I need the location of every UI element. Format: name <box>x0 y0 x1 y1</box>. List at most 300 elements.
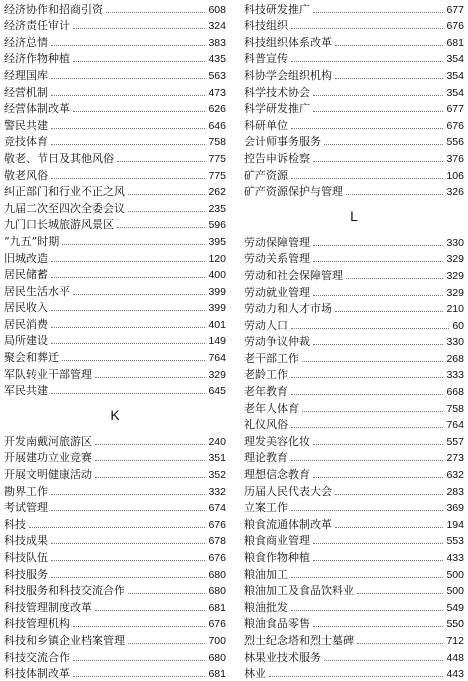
index-entry <box>244 250 464 267</box>
index-term: 经济作物种植 <box>4 52 70 66</box>
index-entry <box>4 199 226 216</box>
index-term: 科技服务和科技交流合作 <box>4 584 125 598</box>
index-entry <box>4 33 226 50</box>
page-number: 608 <box>208 3 226 16</box>
dot-leader <box>117 226 205 228</box>
dot-leader <box>357 592 443 594</box>
index-entry <box>244 300 464 317</box>
letter-heading-k: K <box>110 407 120 424</box>
index-term: 烈士纪念塔和烈士墓碑 <box>244 633 354 647</box>
page-number: 473 <box>208 86 226 99</box>
page-number: 354 <box>446 69 464 82</box>
dot-leader <box>291 393 443 395</box>
index-entry <box>244 333 464 350</box>
page-number: 677 <box>446 3 464 16</box>
dot-leader <box>128 210 205 212</box>
index-term: 经营机制 <box>4 85 48 99</box>
index-term: 居民储蓄 <box>4 268 48 282</box>
letter-heading-l: L <box>350 208 358 225</box>
index-term: 老年教育 <box>244 385 288 399</box>
dot-leader <box>291 177 443 179</box>
page-number: 268 <box>446 352 464 365</box>
dot-leader <box>335 44 443 46</box>
dot-leader <box>128 193 205 195</box>
index-term: 科研单位 <box>244 118 288 132</box>
index-entry <box>244 266 464 283</box>
index-entry <box>4 449 226 466</box>
index-term: 经济总情 <box>4 35 48 49</box>
index-term: 科学研发推广 <box>244 102 310 116</box>
index-term: 局所建设 <box>4 334 48 348</box>
index-term: 居民消费 <box>4 317 48 331</box>
page-number: 329 <box>208 368 226 381</box>
dot-leader <box>313 244 443 246</box>
page-number: 330 <box>446 236 464 249</box>
dot-leader <box>51 260 205 262</box>
index-term: 军队转业干部管理 <box>4 367 92 381</box>
index-term: 经营体制改革 <box>4 102 70 116</box>
page-number: 680 <box>208 585 226 598</box>
dot-leader <box>117 160 205 162</box>
index-term: 粮食流通体制改革 <box>244 517 332 531</box>
index-group-l <box>244 233 464 681</box>
index-entry <box>4 548 226 565</box>
index-term: 劳动人口 <box>244 318 288 332</box>
page-number: 680 <box>208 568 226 581</box>
index-term: 科技交流合作 <box>4 650 70 664</box>
dot-leader <box>313 160 443 162</box>
index-entry <box>4 83 226 100</box>
index-term: 理发美容化妆 <box>244 434 310 448</box>
index-term: 科协学会组织机构 <box>244 68 332 82</box>
dot-leader <box>51 559 205 561</box>
index-entry <box>244 233 464 250</box>
index-entry <box>4 249 226 266</box>
page-number: 330 <box>446 336 464 349</box>
index-entry <box>4 499 226 516</box>
page-number: 399 <box>208 302 226 315</box>
index-term: 科技 <box>4 517 26 531</box>
index-term: 科技体制改革 <box>4 667 70 681</box>
index-entry <box>244 83 464 100</box>
page-number: 712 <box>446 634 464 647</box>
dot-leader <box>291 576 443 578</box>
page-number: 500 <box>446 568 464 581</box>
index-entry <box>4 565 226 582</box>
dot-leader <box>291 60 443 62</box>
index-term: 劳动争议仲裁 <box>244 335 310 349</box>
index-term: 经理国库 <box>4 68 48 82</box>
dot-leader <box>51 509 205 511</box>
dot-leader <box>128 592 205 594</box>
dot-leader <box>302 410 443 412</box>
page-number: 626 <box>208 103 226 116</box>
index-entry <box>244 582 464 599</box>
dot-leader <box>106 11 205 13</box>
index-entry <box>244 50 464 67</box>
dot-leader <box>51 326 205 328</box>
page-number: 149 <box>208 335 226 348</box>
index-entry <box>244 349 464 366</box>
dot-leader <box>313 110 443 112</box>
index-term: 粮油食品零售 <box>244 617 310 631</box>
dot-leader <box>313 260 443 262</box>
page-number: 194 <box>446 518 464 531</box>
page-number: 677 <box>446 103 464 116</box>
index-entry <box>4 66 226 83</box>
index-term: 九门口长城旅游风景区 <box>4 218 114 232</box>
index-entry <box>244 499 464 516</box>
index-entry <box>244 183 464 200</box>
dot-leader <box>335 310 443 312</box>
page-number: 700 <box>208 634 226 647</box>
index-entry <box>4 315 226 332</box>
dot-leader <box>51 94 205 96</box>
index-entry <box>4 133 226 150</box>
index-entry <box>244 565 464 582</box>
page-number: 376 <box>446 152 464 165</box>
dot-leader <box>51 342 205 344</box>
index-term: 九届二次至四次全委会议 <box>4 201 125 215</box>
dot-leader <box>313 343 443 345</box>
index-term: 科技组织体系改革 <box>244 35 332 49</box>
index-term: 勘界工作 <box>4 484 48 498</box>
dot-leader <box>51 493 205 495</box>
page-number: 235 <box>208 202 226 215</box>
index-group-k <box>4 432 226 681</box>
index-term: 劳动就业管理 <box>244 285 310 299</box>
page-number: 326 <box>446 186 464 199</box>
page-number: 329 <box>446 269 464 282</box>
index-entry <box>244 66 464 83</box>
page-number: 553 <box>446 535 464 548</box>
index-term: 立案工作 <box>244 501 288 515</box>
index-entry <box>244 465 464 482</box>
dot-leader <box>324 659 443 661</box>
dot-leader <box>95 609 205 611</box>
dot-leader <box>335 77 443 79</box>
index-term: 老龄工作 <box>244 368 288 382</box>
page-number: 120 <box>208 252 226 265</box>
page-number: 632 <box>446 469 464 482</box>
dot-leader <box>29 526 205 528</box>
index-term: 会计师事务服务 <box>244 135 321 149</box>
index-term: 科技管理机构 <box>4 617 70 631</box>
page-number: 549 <box>446 601 464 614</box>
dot-leader <box>346 193 443 195</box>
index-entry <box>244 449 464 466</box>
page-number: 556 <box>446 136 464 149</box>
dot-leader <box>291 127 443 129</box>
index-entry <box>4 648 226 665</box>
index-term: 粮食商业管理 <box>244 534 310 548</box>
page-number: 681 <box>208 601 226 614</box>
index-term: 林业 <box>244 667 266 681</box>
index-term: 礼仪风俗 <box>244 418 288 432</box>
page-number: 668 <box>446 386 464 399</box>
index-term: 控告申诉检察 <box>244 151 310 165</box>
dot-leader <box>291 426 443 428</box>
page-number: 557 <box>446 435 464 448</box>
index-entry <box>4 432 226 449</box>
page-number: 273 <box>446 452 464 465</box>
dot-leader <box>346 277 443 279</box>
dot-leader <box>291 327 449 329</box>
index-entry <box>4 183 226 200</box>
index-term: 劳动力和人才市场 <box>244 302 332 316</box>
page-number: 550 <box>446 618 464 631</box>
index-entry <box>244 149 464 166</box>
index-entry <box>4 166 226 183</box>
page-number: 283 <box>446 485 464 498</box>
dot-leader <box>269 675 443 677</box>
index-term: 粮油批发 <box>244 600 288 614</box>
page-number: 395 <box>208 235 226 248</box>
dot-leader <box>291 27 443 29</box>
page-number: 443 <box>446 668 464 681</box>
index-term: 考试管理 <box>4 501 48 515</box>
dot-leader <box>73 625 205 627</box>
page-number: 332 <box>208 485 226 498</box>
dot-leader <box>73 659 205 661</box>
page-number: 775 <box>208 169 226 182</box>
dot-leader <box>51 77 205 79</box>
page-number: 676 <box>208 618 226 631</box>
index-entry <box>4 299 226 316</box>
index-term: 劳动和社会保障管理 <box>244 268 343 282</box>
dot-leader <box>51 392 205 394</box>
index-entry <box>244 133 464 150</box>
dot-leader <box>62 359 205 361</box>
index-entry <box>4 149 226 166</box>
index-term: 老干部工作 <box>244 351 299 365</box>
index-entry <box>4 382 226 399</box>
page-number: 60 <box>452 319 464 332</box>
index-entry <box>244 548 464 565</box>
index-entry <box>244 17 464 34</box>
page-number: 399 <box>208 285 226 298</box>
index-column-right <box>244 0 464 681</box>
index-term: 经济协作和招商引资 <box>4 2 103 16</box>
index-entry <box>4 615 226 632</box>
page-number: 262 <box>208 186 226 199</box>
dot-leader <box>51 276 205 278</box>
index-term: 理论教育 <box>244 451 288 465</box>
index-entry <box>4 348 226 365</box>
page-number: 354 <box>446 53 464 66</box>
page-number: 775 <box>208 152 226 165</box>
index-entry <box>244 598 464 615</box>
index-term: 科技服务 <box>4 567 48 581</box>
index-term: 历届人民代表大会 <box>244 484 332 498</box>
dot-leader <box>357 642 443 644</box>
dot-leader <box>51 309 205 311</box>
dot-leader <box>73 675 205 677</box>
index-term: 理想信念教育 <box>244 468 310 482</box>
page-number: 324 <box>208 20 226 33</box>
page-number: 676 <box>446 119 464 132</box>
index-group-k-cont <box>244 0 464 199</box>
page-number: 329 <box>446 253 464 266</box>
page-number: 448 <box>446 651 464 664</box>
page-number: 369 <box>446 502 464 515</box>
index-entry <box>4 598 226 615</box>
index-term: 开发南戴河旅游区 <box>4 434 92 448</box>
index-entry <box>4 365 226 382</box>
index-column-left <box>4 0 226 681</box>
dot-leader <box>51 127 205 129</box>
page-number: 435 <box>208 53 226 66</box>
dot-leader <box>73 293 205 295</box>
page-number: 676 <box>446 20 464 33</box>
dot-leader <box>313 559 443 561</box>
dot-leader <box>335 493 443 495</box>
dot-leader <box>95 476 205 478</box>
index-term: 开展建功立业竞赛 <box>4 451 92 465</box>
page-number: 676 <box>208 518 226 531</box>
dot-leader <box>73 110 205 112</box>
dot-leader <box>313 625 443 627</box>
page-number: 400 <box>208 269 226 282</box>
dot-leader <box>95 443 205 445</box>
index-entry <box>244 283 464 300</box>
index-entry <box>244 665 464 681</box>
dot-leader <box>51 542 205 544</box>
index-term: 矿产资源 <box>244 168 288 182</box>
dot-leader <box>95 376 205 378</box>
page-number: 764 <box>446 419 464 432</box>
index-term: 科普宣传 <box>244 52 288 66</box>
index-term: 科技成果 <box>4 534 48 548</box>
index-entry <box>4 232 226 249</box>
index-entry <box>244 615 464 632</box>
index-entry <box>4 116 226 133</box>
index-group-j <box>4 0 226 398</box>
page-number: 383 <box>208 36 226 49</box>
dot-leader <box>51 576 205 578</box>
index-term: 纠正部门和行业不正之风 <box>4 185 125 199</box>
dot-leader <box>291 509 443 511</box>
index-term: 科技组织 <box>244 19 288 33</box>
page-number: 333 <box>446 369 464 382</box>
index-term: 粮食作物种植 <box>244 551 310 564</box>
dot-leader <box>73 27 205 29</box>
page-number: 676 <box>208 552 226 564</box>
index-term: 经济责任审计 <box>4 19 70 33</box>
index-term: 居民收入 <box>4 301 48 315</box>
index-entry <box>4 332 226 349</box>
dot-leader <box>313 11 443 13</box>
index-term: 敬老、节日及其他风俗 <box>4 151 114 165</box>
index-term: 军民共建 <box>4 384 48 398</box>
index-entry <box>4 0 226 17</box>
page-number: 596 <box>208 219 226 232</box>
index-entry <box>244 0 464 17</box>
dot-leader <box>324 143 443 145</box>
index-term: 警民共建 <box>4 118 48 132</box>
index-term: 居民生活水平 <box>4 284 70 298</box>
dot-leader <box>62 243 205 245</box>
dot-leader <box>313 94 443 96</box>
dot-leader <box>313 476 443 478</box>
dot-leader <box>128 642 205 644</box>
index-term: 开展文明健康活动 <box>4 468 92 482</box>
dot-leader <box>313 294 443 296</box>
index-entry <box>4 216 226 233</box>
page-number: 678 <box>208 535 226 548</box>
index-term: 劳动关系管理 <box>244 252 310 266</box>
index-term: 矿产资源保护与管理 <box>244 185 343 199</box>
index-entry <box>244 382 464 399</box>
page-number: 210 <box>446 303 464 316</box>
dot-leader <box>95 459 205 461</box>
index-entry <box>4 482 226 499</box>
index-entry <box>244 648 464 665</box>
page-number: 240 <box>208 435 226 448</box>
index-entry <box>4 50 226 67</box>
index-term: 劳动保障管理 <box>244 235 310 249</box>
page-number: 674 <box>208 502 226 515</box>
page-number: 764 <box>208 352 226 365</box>
page-number: 500 <box>446 585 464 598</box>
index-term: 科技和乡镇企业档案管理 <box>4 633 125 647</box>
index-term: 老年人体育 <box>244 401 299 415</box>
index-entry <box>244 116 464 133</box>
page-number: 680 <box>208 651 226 664</box>
dot-leader <box>51 143 205 145</box>
page-number: 563 <box>208 69 226 82</box>
dot-leader <box>291 609 443 611</box>
dot-leader <box>291 459 443 461</box>
index-entry <box>4 515 226 532</box>
index-entry <box>244 532 464 549</box>
page-number: 351 <box>208 452 226 465</box>
index-term: “九五”时期 <box>4 234 60 248</box>
index-entry <box>244 399 464 416</box>
index-entry <box>4 17 226 34</box>
index-entry <box>244 100 464 117</box>
index-term: 竞技体育 <box>4 135 48 149</box>
page-number: 401 <box>208 318 226 331</box>
index-term: 聚会和葬迁 <box>4 351 59 365</box>
index-entry <box>4 465 226 482</box>
index-term: 科技队伍 <box>4 551 48 564</box>
index-term: 科学技术协会 <box>244 85 310 99</box>
index-term: 科技管理制度改革 <box>4 600 92 614</box>
page-number: 758 <box>208 136 226 149</box>
page-number: 681 <box>446 36 464 49</box>
dot-leader <box>313 542 443 544</box>
dot-leader <box>51 177 205 179</box>
dot-leader <box>51 44 205 46</box>
index-term: 旧城改造 <box>4 251 48 265</box>
page-number: 646 <box>208 119 226 132</box>
index-entry <box>244 515 464 532</box>
index-entry <box>244 166 464 183</box>
dot-leader <box>73 60 205 62</box>
index-entry <box>4 532 226 549</box>
page-number: 106 <box>446 169 464 182</box>
index-entry <box>4 282 226 299</box>
index-entry <box>244 482 464 499</box>
index-entry <box>244 316 464 333</box>
index-term: 科技研发推广 <box>244 2 310 16</box>
index-term: 粮油加工 <box>244 567 288 581</box>
index-entry <box>244 33 464 50</box>
page-number: 329 <box>446 286 464 299</box>
index-entry <box>244 416 464 433</box>
index-entry <box>4 100 226 117</box>
